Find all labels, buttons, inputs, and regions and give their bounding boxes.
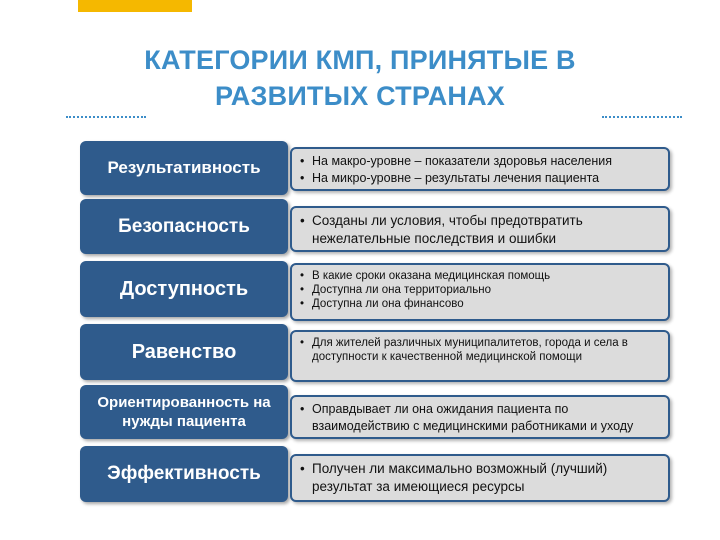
category-row-efficiency [80, 446, 672, 502]
bullet-item: • Для жителей различных муниципалитетов, города и села в доступности к качественной медицинской помощи [300, 336, 662, 364]
category-row-accessibility [80, 261, 672, 317]
category-label: Равенство [131, 340, 237, 363]
title-line-2: РАЗВИТЫХ СТРАНАХ [214, 81, 506, 111]
category-label: Безопасность [118, 215, 250, 237]
category-label-box [80, 261, 288, 317]
category-description-box [290, 147, 670, 191]
category-label-box [80, 446, 288, 502]
category-label-box [80, 141, 288, 195]
category-label: Эффективность [107, 463, 261, 484]
bullet-item: • На макро-уровне – показатели здоровья населения [300, 153, 662, 170]
category-label: Ориентированность на нужды пациента [97, 394, 271, 430]
category-row-results [80, 141, 672, 195]
category-row-equality [80, 324, 672, 380]
bullet-item: • В какие сроки оказана медицинская помощь [300, 269, 662, 283]
category-row-patient-orientation [80, 385, 672, 439]
category-description-box [290, 263, 670, 321]
category-description-box [290, 395, 670, 439]
category-label-box [80, 324, 288, 380]
category-row-safety [80, 199, 672, 254]
bullet-item: • На микро-уровне – результаты лечения пациента [300, 170, 662, 187]
category-label: Доступность [119, 277, 249, 300]
title-line-1: КАТЕГОРИИ КМП, ПРИНЯТЫЕ В [144, 45, 576, 75]
bullet-item: • Доступна ли она финансово [300, 297, 662, 311]
bullet-item: • Созданы ли условия, чтобы предотвратить нежелательные последствия и ошибки [300, 212, 662, 248]
category-description-box [290, 330, 670, 382]
category-label-box [80, 199, 288, 254]
category-description-box [290, 206, 670, 252]
bullet-item: • Получен ли максимально возможный (лучший) результат за имеющиеся ресурсы [300, 460, 662, 496]
bullet-item: • Доступна ли она территориально [300, 283, 662, 297]
category-label-box [80, 385, 288, 439]
category-label: Результативность [107, 158, 261, 177]
bullet-item: • Оправдывает ли она ожидания пациента по взаимодействию с медицинскими работниками и уходу [300, 401, 662, 435]
category-description-box [290, 454, 670, 502]
